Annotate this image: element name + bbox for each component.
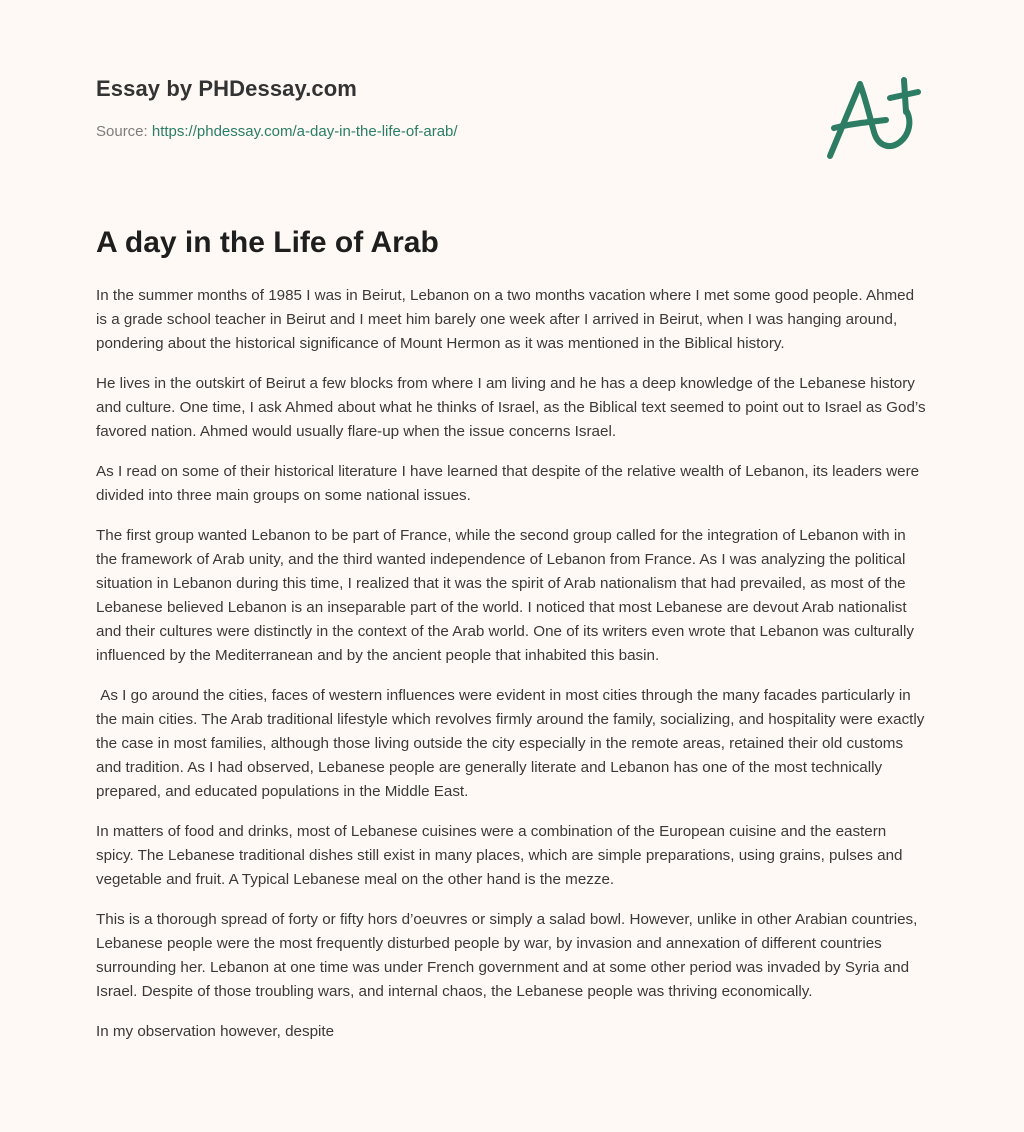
- essay-paragraph: In the summer months of 1985 I was in Beirut, Lebanon on a two months vacation where I met some good people. Ahmed is a grade school teacher in Beirut and I meet him barely one week after I arrived in Beirut, when I was hanging around, pondering about the historical significance of Mount Hermon as it was mentioned in the Biblical history.: [96, 287, 915, 352]
- source-line: [96, 123, 458, 140]
- site-title: Essay by PHDessay.com: [96, 76, 357, 101]
- essay-paragraph: In my observation however, despite: [96, 1023, 335, 1040]
- a-plus-grade-icon: [820, 70, 930, 165]
- essay-body: [96, 284, 928, 1060]
- essay-paragraph: As I read on some of their historical literature I have learned that despite of the relative wealth of Lebanon, its leaders were divided into three main groups on some national issues.: [96, 463, 920, 504]
- essay-paragraph: The first group wanted Lebanon to be part of France, while the second group called for the integration of Lebanon with in the framework of Arab unity, and the third wanted independence of Lebanon from France. As I was analyzing the political situation in Lebanon during this time, I realized that it was the spirit of Arab nationalism that had prevailed, as most of the Lebanese believed Lebanon is an inseparable part of the world. I noticed that most Lebanese are devout Arab nationalist and their cultures were distinctly in the context of the Arab world. One of its writers even wrote that Lebanon was culturally influenced by the Mediterranean and by the ancient people that inhabited this basin.: [96, 527, 915, 664]
- essay-paragraph: He lives in the outskirt of Beirut a few blocks from where I am living and he has a deep knowledge of the Lebanese history and culture. One time, I ask Ahmed about what he thinks of Israel, as the Biblical text seemed to point out to Israel as God’s favored nation. Ahmed would usually flare-up when the issue concerns Israel.: [96, 375, 926, 440]
- essay-paragraph: As I go around the cities, faces of western influences were evident in most cities through the many facades particularly in the main cities. The Arab traditional lifestyle which revolves firmly around the family, socializing, and hospitality were exactly the case in most families, although those living outside the city especially in the remote areas, retained their old customs and tradition. As I had observed, Lebanese people are generally literate and Lebanon has one of the most technically prepared, and educated populations in the Middle East.: [96, 687, 929, 800]
- essay-paragraph: This is a thorough spread of forty or fifty hors d’oeuvres or simply a salad bowl. However, unlike in other Arabian countries, Lebanese people were the most frequently disturbed people by war, by invasion and annexation of different countries surrounding her. Lebanon at one time was under French government and at some other period was invaded by Syria and Israel. Despite of those troubling wars, and internal chaos, the Lebanese people was thriving economically.: [96, 911, 918, 1000]
- essay-paragraph: In matters of food and drinks, most of Lebanese cuisines were a combination of the European cuisine and the eastern spicy. The Lebanese traditional dishes still exist in many places, which are simple preparations, using grains, pulses and vegetable and fruit. A Typical Lebanese meal on the other hand is the mezze.: [96, 823, 903, 888]
- source-link[interactable]: https://phdessay.com/a-day-in-the-life-of-arab/: [151, 123, 458, 140]
- source-label: Source:: [96, 123, 148, 140]
- essay-title: A day in the Life of Arab: [96, 226, 439, 259]
